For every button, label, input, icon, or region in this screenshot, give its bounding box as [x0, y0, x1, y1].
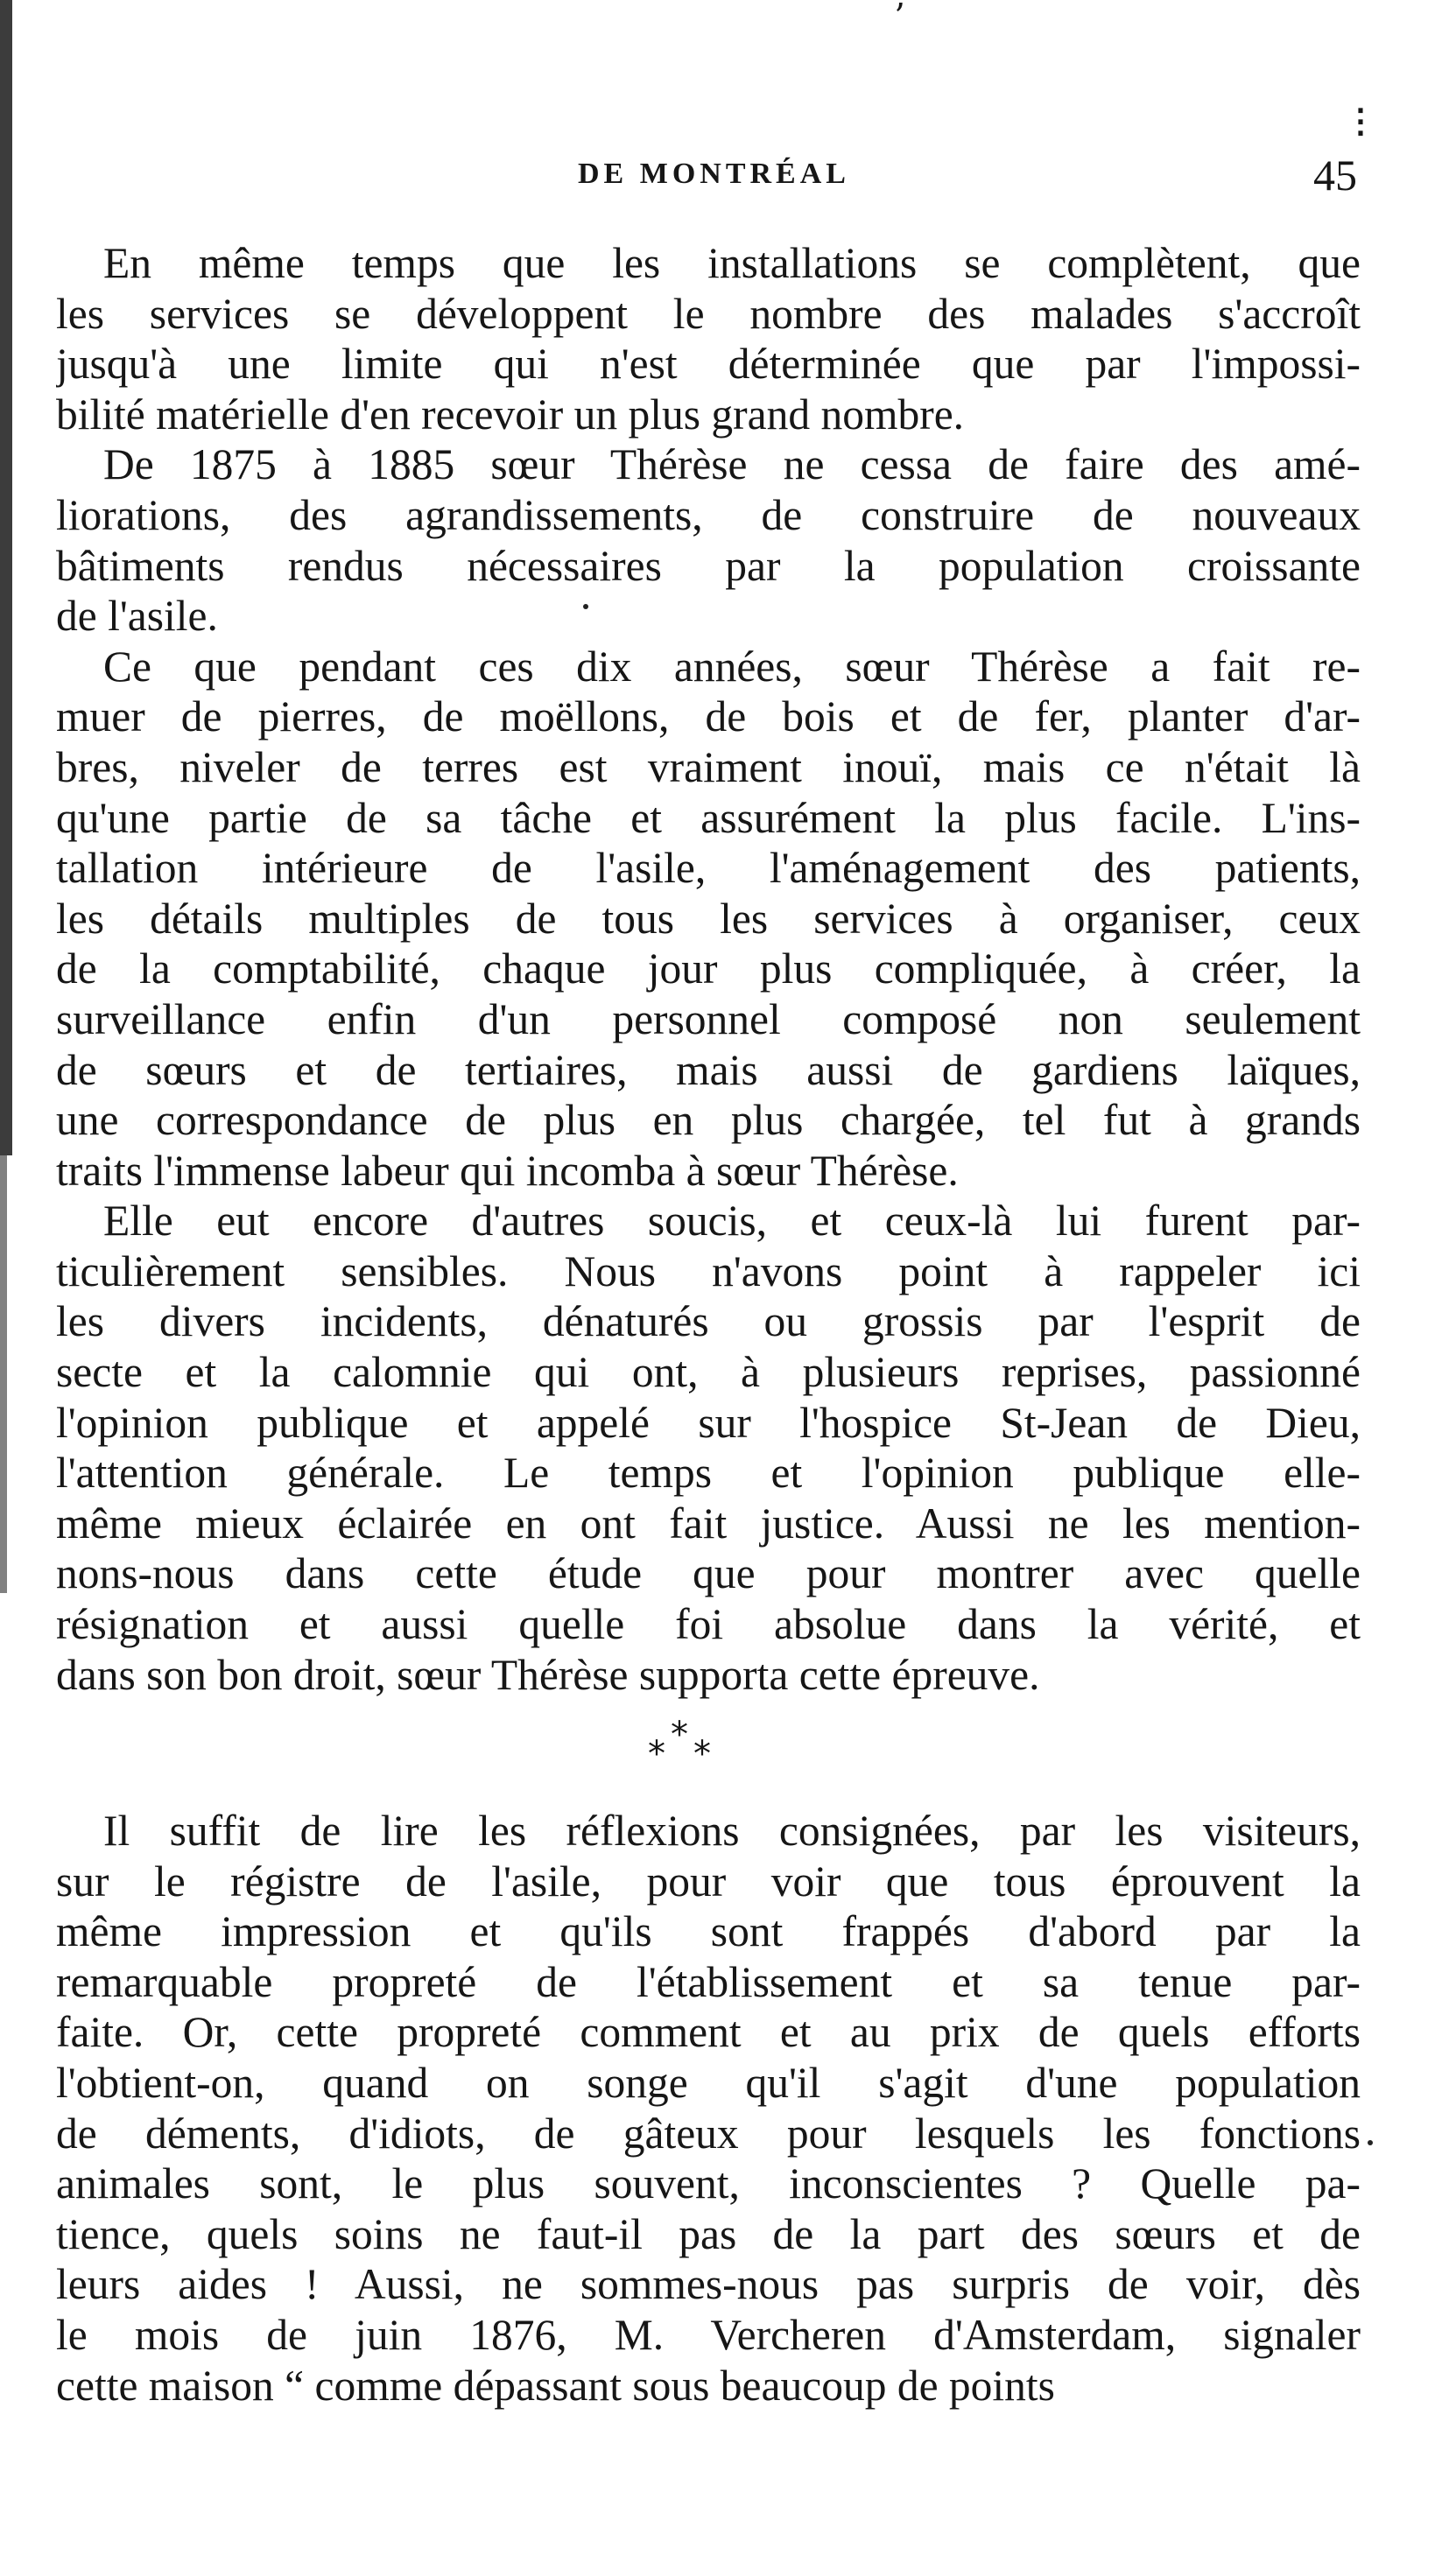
paragraph-line: tience, quels soins ne faut-il pas de la part des sœurs et de [56, 2209, 1361, 2258]
asterism-star: * [671, 1715, 688, 1755]
paragraph-line: une correspondance de plus en plus chargée, tel fut à grands [56, 1096, 1361, 1145]
paragraph-line: dans son bon droit, sœur Thérèse supporta cette épreuve. [56, 1650, 1040, 1699]
paragraph-line: les divers incidents, dénaturés ou grossis par l'esprit de [56, 1297, 1361, 1346]
running-title: DE MONTRÉAL [578, 158, 850, 190]
paragraph-line: animales sont, le plus souvent, inconscientes ? Quelle pa- [56, 2159, 1361, 2208]
paragraph-line: même impression et qu'ils sont frappés d'abord par la [56, 1907, 1361, 1956]
paragraph-line: de la comptabilité, chaque jour plus compliquée, à créer, la [56, 944, 1361, 993]
paragraph-line: de sœurs et de tertiaires, mais aussi de gardiens laïques, [56, 1045, 1361, 1094]
paragraph-line: cette maison “ comme dépassant sous beaucoup de points [56, 2361, 1055, 2410]
paragraph-line: ticulièrement sensibles. Nous n'avons point à rappeler ici [56, 1246, 1361, 1295]
asterism-star: * [693, 1734, 711, 1774]
paragraph-line: résignation et aussi quelle foi absolue dans la vérité, et [56, 1600, 1361, 1649]
paragraph-line: muer de pierres, de moëllons, de bois et de fer, planter d'ar- [56, 692, 1361, 741]
paragraph-line: qu'une partie de sa tâche et assurément la plus facile. L'ins- [56, 793, 1361, 842]
paragraph-line: bres, niveler de terres est vraiment inouï, mais ce n'était là [56, 742, 1361, 791]
paragraph-line: remarquable propreté de l'établissement et sa tenue par- [56, 1957, 1361, 2006]
paragraph-line: le mois de juin 1876, M. Vercheren d'Amsterdam, signaler [56, 2310, 1361, 2359]
paragraph-line: faite. Or, cette propreté comment et au prix de quels efforts [56, 2008, 1361, 2057]
asterism-separator [648, 1717, 735, 1779]
paragraph-first-line: De 1875 à 1885 sœur Thérèse ne cessa de faire des amé- [103, 440, 1361, 489]
text-block-top [56, 238, 1361, 1700]
binding-shadow-lower [0, 1155, 7, 1593]
paragraph-line: secte et la calomnie qui ont, à plusieurs reprises, passionné [56, 1348, 1361, 1397]
print-speck [583, 604, 588, 609]
paragraph-line: de déments, d'idiots, de gâteux pour lesquels les fonctions [56, 2109, 1361, 2158]
paragraph-line: leurs aides ! Aussi, ne sommes-nous pas surpris de voir, dès [56, 2260, 1361, 2309]
paragraph-line: l'obtient-on, quand on songe qu'il s'agit d'une population [56, 2058, 1361, 2107]
paragraph-line: sur le régistre de l'asile, pour voir que tous éprouvent la [56, 1857, 1361, 1906]
paragraph-line: tallation intérieure de l'asile, l'aménagement des patients, [56, 844, 1361, 893]
paragraph-line: même mieux éclairée en ont fait justice. Aussi ne les mention- [56, 1499, 1361, 1548]
paragraph-first-line: Ce que pendant ces dix années, sœur Thérèse a fait re- [103, 642, 1361, 691]
paragraph-line: bilité matérielle d'en recevoir un plus grand nombre. [56, 390, 965, 439]
margin-mark: ⋮ [1344, 101, 1377, 140]
running-head [0, 151, 1456, 203]
asterism-star: * [648, 1734, 665, 1774]
paragraph-first-line: Elle eut encore d'autres soucis, et ceux-là lui furent par- [103, 1197, 1361, 1246]
paragraph-line: liorations, des agrandissements, de construire de nouveaux [56, 490, 1361, 539]
paragraph-line: les détails multiples de tous les services à organiser, ceux [56, 894, 1361, 943]
print-mark: ʼ [893, 0, 904, 38]
paragraph-line: surveillance enfin d'un personnel composé non seulement [56, 994, 1361, 1043]
paragraph-line: de l'asile. [56, 592, 218, 641]
paragraph-line: bâtiments rendus nécessaires par la population croissante [56, 541, 1361, 590]
paragraph-line: traits l'immense labeur qui incomba à sœur Thérèse. [56, 1146, 959, 1195]
paragraph-line: jusqu'à une limite qui n'est déterminée que par l'impossi- [56, 340, 1361, 389]
print-speck [1368, 2140, 1373, 2145]
paragraph-line: nons-nous dans cette étude que pour montrer avec quelle [56, 1549, 1361, 1598]
text-block-bottom [56, 1806, 1361, 2411]
paragraph-first-line: En même temps que les installations se complètent, que [103, 239, 1361, 287]
paragraph-line: l'attention générale. Le temps et l'opinion publique elle- [56, 1449, 1361, 1498]
paragraph-line: les services se développent le nombre des malades s'accroît [56, 289, 1361, 338]
paragraph-line: l'opinion publique et appelé sur l'hospice St-Jean de Dieu, [56, 1398, 1361, 1447]
page-number: 45 [1313, 151, 1357, 200]
paragraph-first-line: Il suffit de lire les réflexions consignées, par les visiteurs, [103, 1807, 1361, 1855]
